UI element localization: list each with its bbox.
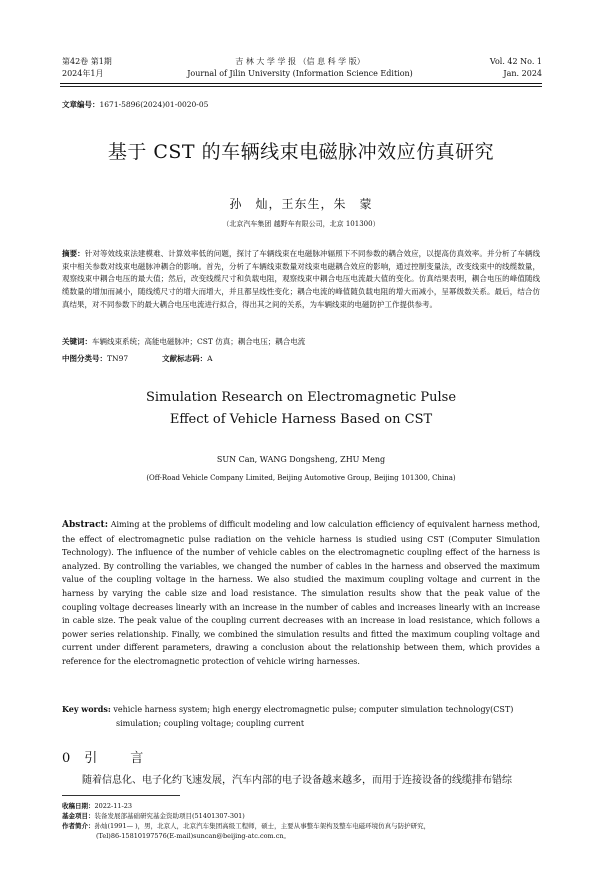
- article-number: [62, 99, 208, 110]
- footnote-rule: [62, 795, 180, 796]
- date-cn: 2024年1月: [62, 69, 104, 78]
- document-code-value: A: [207, 354, 213, 363]
- author-bio-value: 孙灿(1991— )，男，北京人，北京汽车集团高级工程师，硕士，主要从事整车架构及整车电磁环境仿真与防护研究，: [94, 822, 431, 830]
- journal-name-cn: 吉 林 大 学 学 报 （信 息 科 学 版）: [235, 57, 365, 66]
- keywords-en: [62, 702, 540, 731]
- paper-title-cn: 基于 CST 的车辆线束电磁脉冲效应仿真研究: [107, 141, 495, 163]
- keywords-en-label: Key words:: [62, 704, 111, 714]
- volume-issue-en: Vol. 42 No. 1: [489, 57, 542, 66]
- keywords-cn-label: 关键词：: [62, 337, 92, 346]
- intro-first-line: 随着信息化、电子化约飞速发展，汽车内部的电子设备越来越多，而用于连接设备的线缆排布错综: [82, 775, 512, 786]
- fund-value: 装备发展部基础研究基金资助项目(51401307-301): [94, 812, 245, 820]
- keywords-en-line1: vehicle harness system; high energy electromagnetic pulse; computer simulation technology(CST): [113, 705, 514, 714]
- section-number: 0: [62, 751, 71, 766]
- footnote-fund: [62, 811, 540, 821]
- header-rule-bottom: [60, 86, 542, 87]
- affiliation-cn: （北京汽车集团 越野车有限公司，北京 101300）: [222, 220, 380, 228]
- classification-label: 中图分类号：: [62, 354, 107, 363]
- abstract-cn-text: 针对等效线束法建模难、计算效率低的问题，探讨了车辆线束在电磁脉冲辐照下不同参数的耦合效应，以提高仿真效率。并分析了车辆线束中相关参数对线束电磁脉冲耦合的影响。首先，分析了车辆线束数量对线束电磁耦合效应的影响，通过控制变量法，改变线束中的线缆数量，观察线束中耦合电压的最大值；然后，改变线缆尺寸和负载电阻，观察线束中耦合电压电流最大值的变化。仿真结果表明，耦合电压的峰值随线缆数量的增加而减小，随线缆尺寸的增大而增大，并且都呈线性变化；耦合电流的峰值随负载电阻的增大而减小，呈幂级数关系。最后，结合仿真结果，对不同参数下的最大耦合电压电流进行拟合，得出其之间的关系，为车辆线束的电磁防护工作提供参考。: [62, 249, 541, 309]
- journal-title-block: [160, 56, 440, 80]
- header-rule-top: [60, 83, 542, 84]
- section-heading-introduction: [62, 747, 153, 766]
- paper-title-en: [60, 387, 542, 431]
- journal-volume-en: [490, 56, 542, 80]
- received-label: 收稿日期：: [62, 802, 95, 810]
- keywords-cn: [62, 336, 540, 349]
- fund-label: 基金项目：: [62, 812, 95, 820]
- keywords-cn-text: 车辆线束系统；高能电磁脉冲；CST 仿真；耦合电压；耦合电流: [92, 337, 306, 346]
- footnote-received: [62, 801, 540, 811]
- abstract-cn-label: 摘要：: [62, 249, 85, 258]
- article-number-label: 文章编号：: [62, 100, 100, 109]
- affiliation-en: (Off-Road Vehicle Company Limited, Beijing Automotive Group, Beijing 101300, China): [146, 474, 456, 482]
- abstract-en-label: Abstract:: [62, 520, 109, 530]
- abstract-cn: [62, 248, 540, 312]
- footnote-author: [62, 821, 540, 841]
- received-value: 2022-11-23: [94, 802, 132, 810]
- authors-cn: 孙 灿，王东生，朱 蒙: [229, 197, 373, 211]
- abstract-en: [62, 518, 540, 669]
- authors-en: SUN Can, WANG Dongsheng, ZHU Meng: [216, 455, 386, 464]
- paper-title-en-line2: Effect of Vehicle Harness Based on CST: [169, 412, 433, 427]
- classification-value: TN97: [107, 354, 129, 363]
- volume-issue-cn: 第42卷 第1期: [62, 57, 112, 66]
- author-contact: (Tel)86-15810197576(E-mail)suncan@beijing-atc.com.cn。: [96, 832, 291, 840]
- journal-volume-cn: [62, 56, 112, 80]
- classification-line: [62, 353, 213, 364]
- section-title: 引 言: [84, 751, 154, 766]
- keywords-en-line2: simulation; coupling voltage; coupling current: [116, 719, 305, 728]
- document-code-label: 文献标志码：: [162, 354, 208, 363]
- author-bio-label: 作者简介：: [62, 822, 95, 830]
- abstract-en-text: Aiming at the problems of difficult modeling and low calculation efficiency of equivalent harness method, the effect of electromagnetic pulse radiation on the vehicle harness is studied using CST (Computer Simulation Technology). The influence of the number of vehicle cables on the electromagnetic coupling effect of the harness is analyzed. By controlling the variables, we changed the number of cables in the harness and observed the maximum value of the coupling voltage in the harness. We also studied the maximum coupling voltage and current in the harness by varying the cable size and load resistance. The simulation results show that the peak value of the coupling voltage decreases linearly with an increase in the number of cables and increases linearly with an increase in cable size. The peak value of the coupling current decreases with an increase in load resistance, which follows a power series relationship. Finally, we combined the simulation results and fitted the maximum coupling voltage and current under different parameters, drawing a conclusion about the relationship between them, which provides a reference for the electromagnetic protection of vehicle wiring harnesses.: [62, 520, 541, 666]
- paper-title-en-line1: Simulation Research on Electromagnetic Pulse: [145, 390, 457, 405]
- journal-name-en: Journal of Jilin University (Information Science Edition): [187, 69, 413, 78]
- footnote: [62, 801, 540, 841]
- article-number-value: 1671-5896(2024)01-0020-05: [99, 100, 209, 109]
- date-en: Jan. 2024: [503, 69, 542, 78]
